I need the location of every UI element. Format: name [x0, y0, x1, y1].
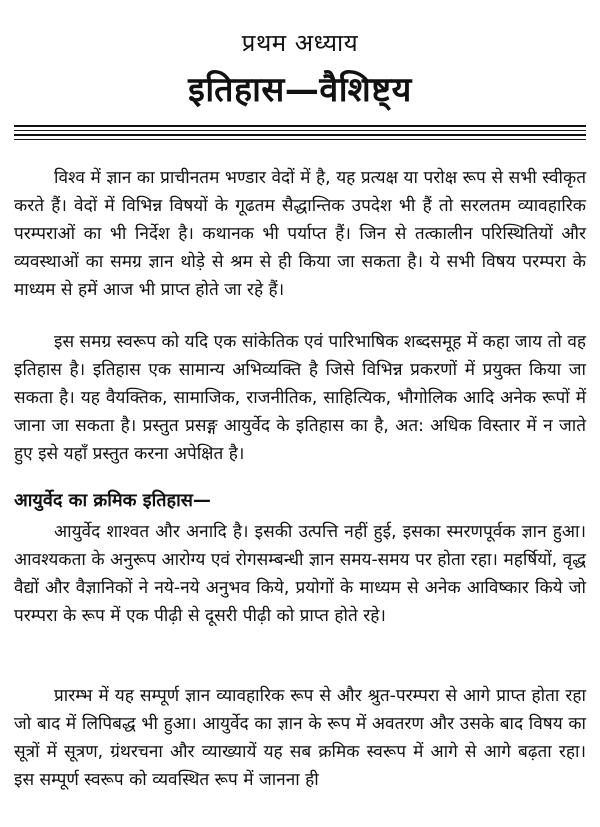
title-divider-line [14, 130, 586, 131]
paragraph-vedas-knowledge: विश्व में ज्ञान का प्राचीनतम भण्डार वेदों में है, यह प्रत्यक्ष या परोक्ष रूप से सभी स्वीकृत करते हैं। वेदों में विभिन्न विषयों के गूढतम सैद्धान्तिक उपदेश भी हैं तो सरलतम व्यावहारिक परम्पराओं का भी निर्देश है। कथानक भी पर्याप्त हैं। जिन से तत्कालीन परिस्थितियों और व्यवस्थाओं का समग्र ज्ञान थोड़े से श्रम से ही किया जा सकता है। ये सभी विषय परम्परा के माध्यम से हमें आज भी प्राप्त होते जा रहे हैं। [14, 168, 586, 300]
paragraph-itihasa-definition: इस समग्र स्वरूप को यदि एक सांकेतिक एवं पारिभाषिक शब्दसमूह में कहा जाय तो वह इतिहास है। इतिहास एक सामान्य अभिव्यक्ति है जिसे विभिन्न प्रकरणों में प्रयुक्त किया जा सकता है। यह वैयक्तिक, सामाजिक, राजनीतिक, साहित्यिक, भौगोलिक आदि अनेक रूपों में जाना जा सकता है। प्रस्तुत प्रसङ्ग आयुर्वेद के इतिहास का है, अत: अधिक विस्तार में न जाते हुए इसे यहाँ प्रस्तुत करना अपेक्षित है। [14, 332, 586, 464]
section-heading: आयुर्वेद का क्रमिक इतिहास— [14, 490, 211, 511]
title-divider-line [14, 125, 586, 127]
title-divider-line [14, 139, 586, 140]
paragraph-knowledge-transmission: प्रारम्भ में यह सम्पूर्ण ज्ञान व्यावहारिक रूप से और श्रुत-परम्परा से आगे प्राप्त होता रहा जो बाद में लिपिबद्ध भी हुआ। आयुर्वेद का ज्ञान के रूप में अवतरण और उसके बाद विषय का सूत्रों में सूत्रण, ग्रंथरचना और व्याख्यायें यह सब क्रमिक स्वरूप में आगे से आगे बढ़ता रहा। इस सम्पूर्ण स्वरूप को व्यवस्थित रूप में जानना ही [14, 686, 586, 790]
chapter-title: इतिहास—वैशिष्ट्य [188, 70, 412, 110]
chapter-number-label: प्रथम अध्याय [241, 29, 359, 57]
paragraph-ayurveda-eternal: आयुर्वेद शाश्वत और अनादि है। इसकी उत्पत्ति नहीं हुई, इसका स्मरणपूर्वक ज्ञान हुआ। आवश्यकता के अनुरूप आरोग्य एवं रोगसम्बन्धी ज्ञान समय-समय पर होता रहा। महर्षियों, वृद्ध वैद्यों और वैज्ञानिकों ने नये-नये अनुभव किये, प्रयोगों के माध्यम से अनेक आविष्कार किये जो परम्परा के रूप में एक पीढ़ी से दूसरी पीढ़ी को प्राप्त होते रहे। [14, 522, 586, 626]
title-divider-line [14, 134, 586, 136]
